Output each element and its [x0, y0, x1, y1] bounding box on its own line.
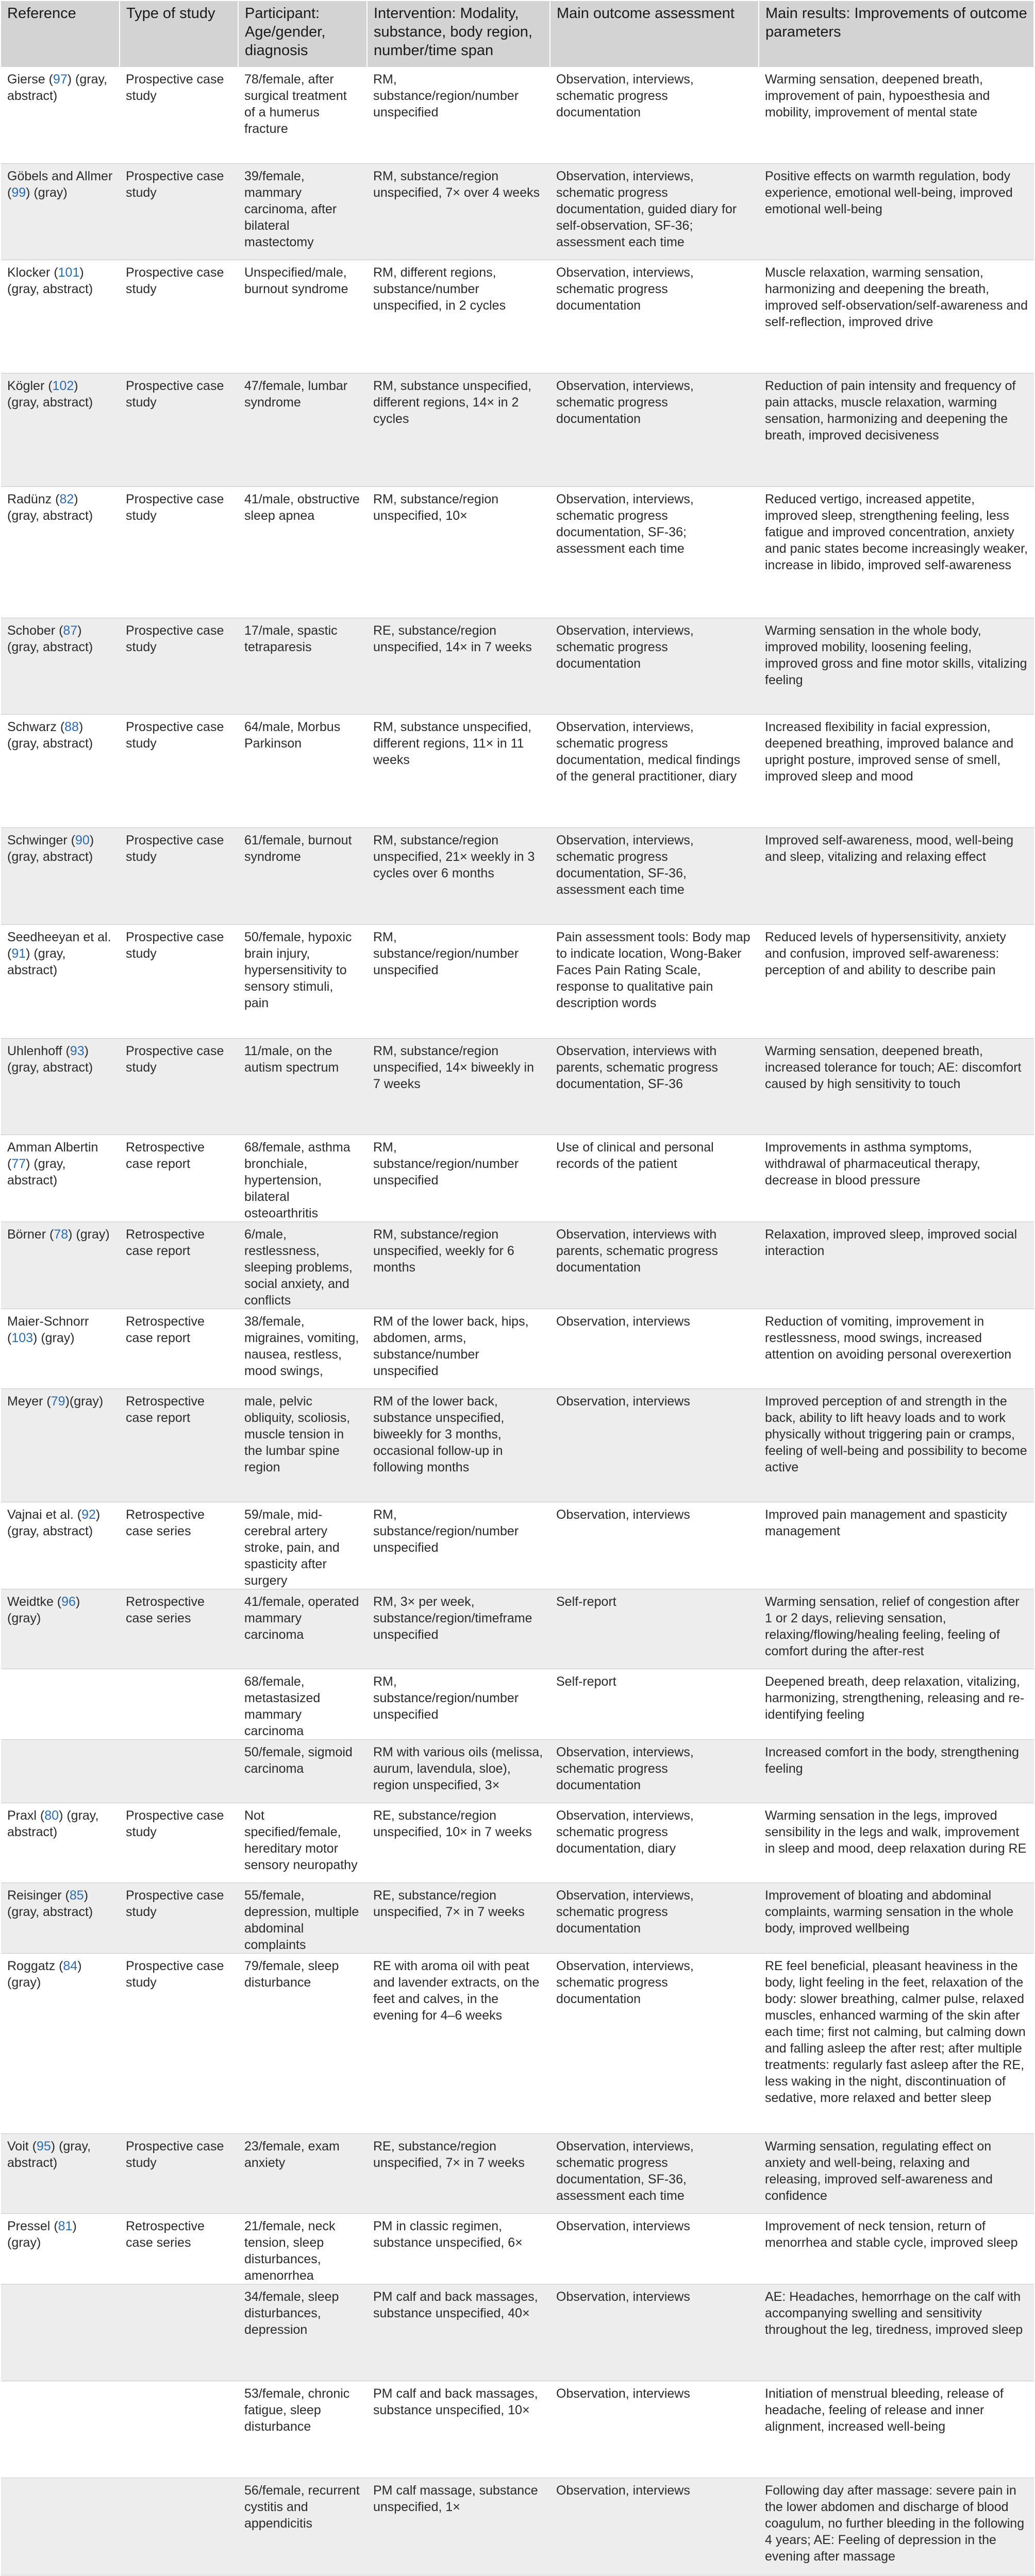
cell-outcome-assessment: Observation, interviews, schematic progress documentation: [550, 618, 759, 714]
cell-intervention: PM calf and back massages, substance unspecified, 10×: [367, 2381, 550, 2478]
table-row: [1, 1388, 1034, 1502]
reference-author: Meyer: [7, 1394, 43, 1409]
cell-participant: 64/male, Morbus Parkinson: [238, 714, 367, 827]
cell-outcome-assessment: Observation, interviews: [550, 2213, 759, 2284]
reference-note: (gray): [30, 185, 68, 200]
reference-citation-link[interactable]: 97: [53, 72, 68, 87]
cell-main-results: Warming sensation, deepened breath, increased tolerance for touch; AE: discomfort caused by high sensitivity to touch: [759, 1038, 1034, 1134]
cell-participant: Not specified/female, hereditary motor sensory neuropathy: [238, 1803, 367, 1883]
cell-intervention: PM calf and back massages, substance unspecified, 40×: [367, 2284, 550, 2381]
cell-outcome-assessment: Observation, interviews, schematic progress documentation, SF-36, assessment each time: [550, 2133, 759, 2213]
cell-reference: Schwarz (88) (gray, abstract): [1, 714, 120, 827]
cell-main-results: RE feel beneficial, pleasant heaviness in the body, light feeling in the feet, relaxation of the body: slower breathing, calmer pulse, relaxed muscles, enhanced warming of the skin after each time; first not calming, but calming down and falling asleep the after rest; after multiple treatments: regularly fast asleep after the RE, less waking in the night, discontinuation of sedative, more relaxed and better sleep: [759, 1953, 1034, 2133]
cell-main-results: Reduction of pain intensity and frequency of pain attacks, muscle relaxation, warming sensation, harmonizing and deepening the breath, improved decisiveness: [759, 373, 1034, 486]
cell-outcome-assessment: Observation, interviews, schematic progress documentation, SF-36, assessment each time: [550, 827, 759, 924]
reference-author: Schwinger: [7, 833, 68, 848]
cell-participant: 38/female, migraines, vomiting, nausea, restless, mood swings,: [238, 1309, 367, 1388]
reference-citation-link[interactable]: 92: [81, 1507, 96, 1522]
cell-outcome-assessment: Observation, interviews, schematic progress documentation: [550, 1739, 759, 1803]
reference-citation-link[interactable]: 99: [11, 185, 26, 200]
cell-main-results: Improved self-awareness, mood, well-being and sleep, vitalizing and relaxing effect: [759, 827, 1034, 924]
cell-outcome-assessment: Observation, interviews, schematic progress documentation: [550, 67, 759, 163]
table-row: [1, 827, 1034, 924]
table-row: [1, 1883, 1034, 1953]
cell-participant: 55/female, depression, multiple abdominal complaints: [238, 1883, 367, 1953]
cell-intervention: RE, substance/region unspecified, 7× in 7 weeks: [367, 2133, 550, 2213]
reference-citation-link[interactable]: 95: [36, 2139, 51, 2154]
cell-outcome-assessment: Self-report: [550, 1669, 759, 1739]
cell-participant: 17/male, spastic tetraparesis: [238, 618, 367, 714]
cell-type-of-study: Prospective case study: [120, 1883, 238, 1953]
cell-reference: Meyer (79)(gray): [1, 1388, 120, 1502]
cell-intervention: RM, substance/region unspecified, 10×: [367, 486, 550, 618]
cell-intervention: RM with various oils (melissa, aurum, lavendula, sloe), region unspecified, 3×: [367, 1739, 550, 1803]
cell-reference: Weidtke (96) (gray): [1, 1589, 120, 1669]
case-studies-table: [1, 1, 1034, 2576]
cell-type-of-study: Prospective case study: [120, 1038, 238, 1134]
reference-note: (gray, abstract): [7, 849, 93, 864]
cell-outcome-assessment: Observation, interviews: [550, 2284, 759, 2381]
cell-type-of-study: [120, 1739, 238, 1803]
cell-intervention: RM of the lower back, substance unspecified, biweekly for 3 months, occasional follow-up in following months: [367, 1388, 550, 1502]
reference-note: (gray): [7, 2235, 41, 2250]
cell-type-of-study: Retrospective case report: [120, 1134, 238, 1222]
table-row: [1, 1502, 1034, 1589]
cell-intervention: RM, substance unspecified, different regions, 11× in 11 weeks: [367, 714, 550, 827]
cell-outcome-assessment: Observation, interviews: [550, 2381, 759, 2478]
cell-main-results: Improved pain management and spasticity management: [759, 1502, 1034, 1589]
cell-reference: Pressel (81) (gray): [1, 2213, 120, 2284]
cell-reference: Maier-Schnorr (103) (gray): [1, 1309, 120, 1388]
cell-outcome-assessment: Observation, interviews, schematic progress documentation, medical findings of the general practitioner, diary: [550, 714, 759, 827]
reference-citation-link[interactable]: 77: [11, 1156, 26, 1171]
cell-main-results: Deepened breath, deep relaxation, vitalizing, harmonizing, strengthening, releasing and re-identifying feeling: [759, 1669, 1034, 1739]
reference-citation-link[interactable]: 91: [11, 946, 26, 961]
header-participant: Participant: Age/gender, diagnosis: [238, 1, 367, 67]
cell-type-of-study: [120, 1669, 238, 1739]
cell-intervention: RM, substance/region/number unspecified: [367, 67, 550, 163]
reference-author: Maier-Schnorr: [7, 1314, 89, 1329]
cell-intervention: RM of the lower back, hips, abdomen, arms, substance/number unspecified: [367, 1309, 550, 1388]
cell-participant: 53/female, chronic fatigue, sleep disturbance: [238, 2381, 367, 2478]
cell-reference: [1, 1669, 120, 1739]
header-main-results: Main results: Improvements of outcome parameters: [759, 1, 1034, 67]
reference-citation-link[interactable]: 85: [69, 1888, 84, 1903]
reference-author: Gierse: [7, 72, 45, 87]
cell-type-of-study: Prospective case study: [120, 714, 238, 827]
cell-type-of-study: Retrospective case series: [120, 2213, 238, 2284]
cell-type-of-study: Prospective case study: [120, 1803, 238, 1883]
cell-main-results: Relaxation, improved sleep, improved social interaction: [759, 1222, 1034, 1309]
cell-type-of-study: Prospective case study: [120, 260, 238, 373]
reference-author: Göbels and Allmer: [7, 168, 113, 183]
cell-participant: 47/female, lumbar syndrome: [238, 373, 367, 486]
cell-intervention: RM, substance/region/number unspecified: [367, 1669, 550, 1739]
cell-type-of-study: Retrospective case report: [120, 1309, 238, 1388]
cell-participant: 41/male, obstructive sleep apnea: [238, 486, 367, 618]
cell-main-results: Improvements in asthma symptoms, withdrawal of pharmaceutical therapy, decrease in blood pressure: [759, 1134, 1034, 1222]
cell-intervention: RM, substance unspecified, different regions, 14× in 2 cycles: [367, 373, 550, 486]
cell-participant: 68/female, asthma bronchiale, hypertension, bilateral osteoarthritis: [238, 1134, 367, 1222]
reference-note: (gray, abstract): [7, 395, 93, 410]
reference-citation-link[interactable]: 102: [52, 378, 74, 393]
cell-outcome-assessment: Self-report: [550, 1589, 759, 1669]
table-row: [1, 1589, 1034, 1669]
cell-intervention: RM, different regions, substance/number unspecified, in 2 cycles: [367, 260, 550, 373]
cell-reference: Amman Albertin (77) (gray, abstract): [1, 1134, 120, 1222]
cell-type-of-study: Prospective case study: [120, 2133, 238, 2213]
reference-note: (gray): [7, 1611, 41, 1625]
cell-outcome-assessment: Observation, interviews, schematic progress documentation: [550, 260, 759, 373]
reference-citation-link[interactable]: 87: [63, 623, 78, 638]
cell-main-results: Warming sensation in the legs, improved sensibility in the legs and walk, improvement in sleep and mood, deep relaxation during RE: [759, 1803, 1034, 1883]
cell-reference: Schwinger (90) (gray, abstract): [1, 827, 120, 924]
table-row: [1, 1739, 1034, 1803]
reference-author: Reisinger: [7, 1888, 62, 1903]
cell-intervention: RM, substance/region unspecified, 7× over 4 weeks: [367, 163, 550, 260]
table-row: [1, 2213, 1034, 2284]
table-row: [1, 1803, 1034, 1883]
cell-reference: Göbels and Allmer (99) (gray): [1, 163, 120, 260]
cell-type-of-study: Retrospective case series: [120, 1589, 238, 1669]
table-row: [1, 1134, 1034, 1222]
cell-main-results: Warming sensation, relief of congestion after 1 or 2 days, relieving sensation, relaxing/flowing/healing feeling, feeling of comfort during the after-rest: [759, 1589, 1034, 1669]
reference-note: (gray): [7, 1975, 41, 1990]
cell-outcome-assessment: Observation, interviews: [550, 1502, 759, 1589]
cell-participant: 59/male, mid-cerebral artery stroke, pain, and spasticity after surgery: [238, 1502, 367, 1589]
cell-intervention: RE with aroma oil with peat and lavender extracts, on the feet and calves, in the evening for 4–6 weeks: [367, 1953, 550, 2133]
table-row: [1, 618, 1034, 714]
reference-note: (gray, abstract): [7, 1904, 93, 1919]
cell-participant: 23/female, exam anxiety: [238, 2133, 367, 2213]
cell-intervention: RM, substance/region unspecified, 21× weekly in 3 cycles over 6 months: [367, 827, 550, 924]
cell-main-results: Warming sensation, deepened breath, improvement of pain, hypoesthesia and mobility, improvement of mental state: [759, 67, 1034, 163]
reference-citation-link[interactable]: 90: [75, 833, 90, 848]
reference-note: (gray, abstract): [7, 736, 93, 751]
cell-type-of-study: Prospective case study: [120, 373, 238, 486]
cell-main-results: Following day after massage: severe pain in the lower abdomen and discharge of blood coagulum, no further bleeding in the following 4 years; AE: Feeling of depression in the evening after massage: [759, 2478, 1034, 2575]
cell-main-results: Reduction of vomiting, improvement in restlessness, mood swings, increased attention on avoiding personal overexertion: [759, 1309, 1034, 1388]
table-header: [1, 1, 1034, 67]
cell-reference: [1, 2478, 120, 2575]
cell-type-of-study: [120, 2284, 238, 2381]
cell-outcome-assessment: Observation, interviews, schematic progress documentation, guided diary for self-observation, SF-36; assessment each time: [550, 163, 759, 260]
reference-note: (gray, abstract): [7, 639, 93, 654]
cell-participant: 41/female, operated mammary carcinoma: [238, 1589, 367, 1669]
cell-intervention: PM in classic regimen, substance unspecified, 6×: [367, 2213, 550, 2284]
table-row: [1, 1038, 1034, 1134]
table-row: [1, 2478, 1034, 2575]
cell-participant: 6/male, restlessness, sleeping problems, social anxiety, and conflicts: [238, 1222, 367, 1309]
cell-intervention: RM, substance/region/number unspecified: [367, 1502, 550, 1589]
reference-citation-link[interactable]: 88: [64, 719, 79, 734]
reference-citation-link[interactable]: 79: [51, 1394, 65, 1409]
cell-main-results: Reduced levels of hypersensitivity, anxiety and confusion, improved self-awareness: perception of and ability to describe pain: [759, 924, 1034, 1038]
reference-citation-link[interactable]: 80: [44, 1808, 59, 1823]
table-row: [1, 1222, 1034, 1309]
cell-participant: 56/female, recurrent cystitis and appendicitis: [238, 2478, 367, 2575]
cell-intervention: RE, substance/region unspecified, 7× in 7 weeks: [367, 1883, 550, 1953]
reference-citation-link[interactable]: 96: [61, 1594, 76, 1609]
cell-main-results: Muscle relaxation, warming sensation, harmonizing and deepening the breath, improved self-observation/self-awareness and self-reflection, improved drive: [759, 260, 1034, 373]
cell-reference: Vajnai et al. (92) (gray, abstract): [1, 1502, 120, 1589]
cell-main-results: Warming sensation in the whole body, improved mobility, loosening feeling, improved gross and fine motor skills, vitalizing feeling: [759, 618, 1034, 714]
reference-note: (gray, abstract): [7, 1156, 66, 1188]
cell-type-of-study: Retrospective case series: [120, 1502, 238, 1589]
cell-main-results: Improvement of neck tension, return of menorrhea and stable cycle, improved sleep: [759, 2213, 1034, 2284]
cell-intervention: RM, substance/region/number unspecified: [367, 924, 550, 1038]
header-reference: Reference: [1, 1, 120, 67]
reference-author: Uhlenhoff: [7, 1043, 62, 1058]
cell-outcome-assessment: Observation, interviews: [550, 2478, 759, 2575]
reference-note: (gray): [37, 1330, 75, 1345]
reference-citation-link[interactable]: 84: [63, 1958, 78, 1973]
cell-reference: Schober (87) (gray, abstract): [1, 618, 120, 714]
reference-note: (gray, abstract): [7, 508, 93, 523]
reference-author: Weidtke: [7, 1594, 54, 1609]
reference-citation-link[interactable]: 81: [58, 2218, 73, 2233]
cell-main-results: Positive effects on warmth regulation, body experience, emotional well-being, improved emotional well-being: [759, 163, 1034, 260]
cell-intervention: RM, substance/region/number unspecified: [367, 1134, 550, 1222]
reference-note: (gray): [69, 1394, 104, 1409]
cell-main-results: Initiation of menstrual bleeding, release of headache, feeling of release and inner alignment, increased well-being: [759, 2381, 1034, 2478]
cell-participant: 11/male, on the autism spectrum: [238, 1038, 367, 1134]
header-row: [1, 1, 1034, 67]
cell-outcome-assessment: Observation, interviews, schematic progress documentation, diary: [550, 1803, 759, 1883]
reference-citation-link[interactable]: 82: [59, 492, 74, 506]
reference-note: (gray, abstract): [7, 946, 66, 977]
cell-participant: male, pelvic obliquity, scoliosis, muscle tension in the lumbar spine region: [238, 1388, 367, 1502]
cell-outcome-assessment: Use of clinical and personal records of the patient: [550, 1134, 759, 1222]
cell-participant: 34/female, sleep disturbances, depression: [238, 2284, 367, 2381]
cell-intervention: RM, substance/region unspecified, weekly for 6 months: [367, 1222, 550, 1309]
reference-author: Börner: [7, 1227, 46, 1242]
reference-author: Schwarz: [7, 719, 57, 734]
cell-participant: 50/female, sigmoid carcinoma: [238, 1739, 367, 1803]
cell-type-of-study: [120, 2478, 238, 2575]
cell-reference: Voit (95) (gray, abstract): [1, 2133, 120, 2213]
cell-participant: 61/female, burnout syndrome: [238, 827, 367, 924]
table-row: [1, 1669, 1034, 1739]
reference-author: Roggatz: [7, 1958, 56, 1973]
reference-note: (gray, abstract): [7, 1808, 99, 1839]
cell-reference: Roggatz (84) (gray): [1, 1953, 120, 2133]
table-row: [1, 714, 1034, 827]
cell-type-of-study: [120, 2381, 238, 2478]
cell-reference: Radünz (82) (gray, abstract): [1, 486, 120, 618]
cell-type-of-study: Retrospective case report: [120, 1222, 238, 1309]
reference-author: Kögler: [7, 378, 45, 393]
cell-outcome-assessment: Observation, interviews, schematic progress documentation, SF-36; assessment each time: [550, 486, 759, 618]
table-row: [1, 163, 1034, 260]
cell-participant: 39/female, mammary carcinoma, after bilateral mastectomy: [238, 163, 367, 260]
cell-type-of-study: Prospective case study: [120, 486, 238, 618]
cell-reference: Seedheeyan et al. (91) (gray, abstract): [1, 924, 120, 1038]
cell-main-results: Reduced vertigo, increased appetite, improved sleep, strengthening feeling, less fatigue and improved concentration, anxiety and panic states become increasingly weaker, increase in libido, improved self-awareness: [759, 486, 1034, 618]
header-intervention: Intervention: Modality, substance, body region, number/time span: [367, 1, 550, 67]
reference-citation-link[interactable]: 103: [11, 1330, 34, 1345]
cell-intervention: RE, substance/region unspecified, 10× in 7 weeks: [367, 1803, 550, 1883]
reference-note: (gray, abstract): [7, 72, 108, 103]
table-row: [1, 1953, 1034, 2133]
cell-intervention: RE, substance/region unspecified, 14× in 7 weeks: [367, 618, 550, 714]
cell-outcome-assessment: Observation, interviews with parents, schematic progress documentation, SF-36: [550, 1038, 759, 1134]
cell-reference: Gierse (97) (gray, abstract): [1, 67, 120, 163]
cell-main-results: Improvement of bloating and abdominal complaints, warming sensation in the whole body, improved wellbeing: [759, 1883, 1034, 1953]
cell-reference: Börner (78) (gray): [1, 1222, 120, 1309]
cell-outcome-assessment: Observation, interviews with parents, schematic progress documentation: [550, 1222, 759, 1309]
cell-intervention: PM calf massage, substance unspecified, 1×: [367, 2478, 550, 2575]
reference-note: (gray, abstract): [7, 2139, 91, 2170]
table-row: [1, 1309, 1034, 1388]
reference-author: Klocker: [7, 265, 51, 280]
cell-intervention: RM, 3× per week, substance/region/timeframe unspecified: [367, 1589, 550, 1669]
table-body: [1, 67, 1034, 2576]
cell-reference: Reisinger (85) (gray, abstract): [1, 1883, 120, 1953]
reference-author: Schober: [7, 623, 56, 638]
cell-participant: 79/female, sleep disturbance: [238, 1953, 367, 2133]
reference-author: Vajnai et al.: [7, 1507, 74, 1522]
cell-reference: [1, 1739, 120, 1803]
table-row: [1, 2381, 1034, 2478]
cell-main-results: Increased comfort in the body, strengthening feeling: [759, 1739, 1034, 1803]
cell-outcome-assessment: Observation, interviews: [550, 1309, 759, 1388]
reference-author: Praxl: [7, 1808, 37, 1823]
reference-note: (gray, abstract): [7, 1523, 93, 1538]
cell-participant: 21/female, neck tension, sleep disturbances, amenorrhea: [238, 2213, 367, 2284]
cell-reference: Uhlenhoff (93) (gray, abstract): [1, 1038, 120, 1134]
table-row: [1, 486, 1034, 618]
cell-type-of-study: Prospective case study: [120, 163, 238, 260]
cell-outcome-assessment: Observation, interviews, schematic progress documentation: [550, 1953, 759, 2133]
reference-note: (gray, abstract): [7, 281, 93, 296]
reference-citation-link[interactable]: 78: [54, 1227, 69, 1242]
cell-reference: [1, 2284, 120, 2381]
table-row: [1, 260, 1034, 373]
cell-outcome-assessment: Pain assessment tools: Body map to indicate location, Wong-Baker Faces Pain Rating Scale, response to qualitative pain description words: [550, 924, 759, 1038]
table-row: [1, 2284, 1034, 2381]
cell-outcome-assessment: Observation, interviews: [550, 1388, 759, 1502]
cell-main-results: Increased flexibility in facial expression, deepened breathing, improved balance and upright posture, improved sense of smell, improved sleep and mood: [759, 714, 1034, 827]
cell-type-of-study: Prospective case study: [120, 827, 238, 924]
cell-type-of-study: Prospective case study: [120, 924, 238, 1038]
table-row: [1, 2133, 1034, 2213]
cell-main-results: Warming sensation, regulating effect on anxiety and well-being, relaxing and releasing, improved self-awareness and confidence: [759, 2133, 1034, 2213]
cell-participant: 68/female, metastasized mammary carcinoma: [238, 1669, 367, 1739]
cell-reference: [1, 2381, 120, 2478]
cell-participant: 78/female, after surgical treatment of a humerus fracture: [238, 67, 367, 163]
cell-type-of-study: Prospective case study: [120, 618, 238, 714]
reference-author: Amman Albertin: [7, 1140, 98, 1155]
header-type-of-study: Type of study: [120, 1, 238, 67]
reference-author: Voit: [7, 2139, 29, 2154]
cell-reference: Kögler (102) (gray, abstract): [1, 373, 120, 486]
cell-type-of-study: Prospective case study: [120, 67, 238, 163]
reference-note: (gray, abstract): [7, 1060, 93, 1075]
reference-citation-link[interactable]: 93: [70, 1043, 85, 1058]
reference-citation-link[interactable]: 101: [58, 265, 80, 280]
table-row: [1, 67, 1034, 163]
reference-note: (gray): [72, 1227, 110, 1242]
reference-author: Seedheeyan et al.: [7, 929, 111, 944]
cell-type-of-study: Prospective case study: [120, 1953, 238, 2133]
reference-author: Pressel: [7, 2218, 51, 2233]
reference-author: Radünz: [7, 492, 52, 506]
table-row: [1, 924, 1034, 1038]
cell-participant: Unspecified/male, burnout syndrome: [238, 260, 367, 373]
cell-intervention: RM, substance/region unspecified, 14× biweekly in 7 weeks: [367, 1038, 550, 1134]
cell-reference: Praxl (80) (gray, abstract): [1, 1803, 120, 1883]
cell-outcome-assessment: Observation, interviews, schematic progress documentation: [550, 373, 759, 486]
header-main-outcome-assessment: Main outcome assessment: [550, 1, 759, 67]
cell-type-of-study: Retrospective case report: [120, 1388, 238, 1502]
cell-main-results: AE: Headaches, hemorrhage on the calf with accompanying swelling and sensitivity throughout the leg, tiredness, improved sleep: [759, 2284, 1034, 2381]
table-row: [1, 373, 1034, 486]
cell-main-results: Improved perception of and strength in the back, ability to lift heavy loads and to work physically without triggering pain or cramps, feeling of well-being and possibility to become active: [759, 1388, 1034, 1502]
cell-reference: Klocker (101) (gray, abstract): [1, 260, 120, 373]
cell-participant: 50/female, hypoxic brain injury, hypersensitivity to sensory stimuli, pain: [238, 924, 367, 1038]
cell-outcome-assessment: Observation, interviews, schematic progress documentation: [550, 1883, 759, 1953]
